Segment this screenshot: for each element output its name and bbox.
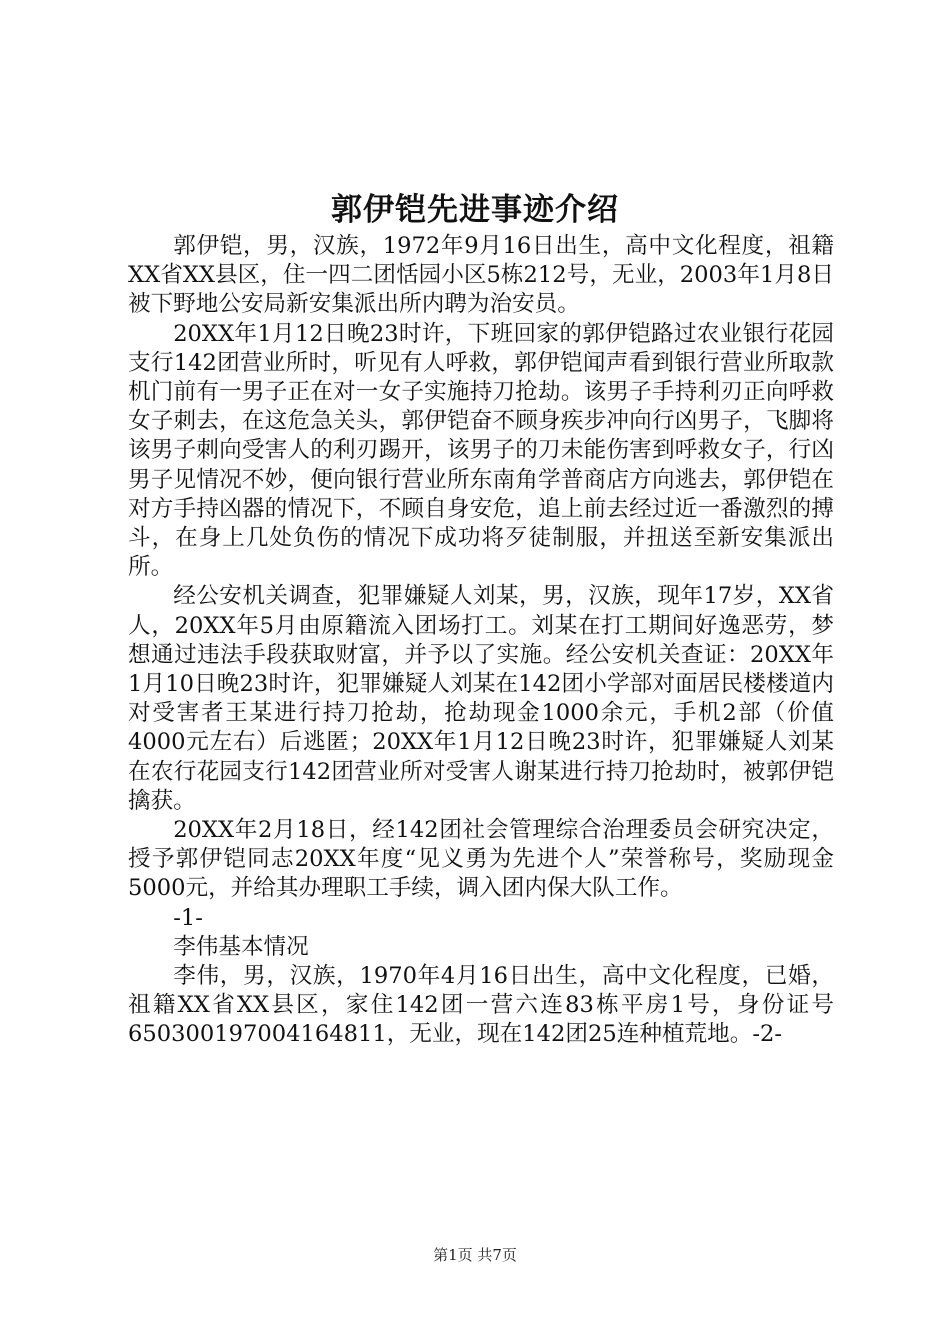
paragraph-investigation: 经公安机关调查，犯罪嫌疑人刘某，男，汉族，现年17岁，XX省人，20XX年5月由原籍流入团场打工。刘某在打工期间好逸恶劳，梦想通过违法手段获取财富，并予以了实施。经公安机关查证：20XX年1月10日晚23时许，犯罪嫌疑人刘某在142团小学部对面居民楼楼道内对受害者王某进行持刀抢劫，抢劫现金1000余元，手机2部（价值4000元左右）后逃匿；20XX年1月12日晚23时许，犯罪嫌疑人刘某在农行花园支行142团营业所对受害人谢某进行持刀抢劫时，被郭伊铠擒获。 [128, 583, 834, 814]
paragraph-incident: 20XX年1月12日晚23时许，下班回家的郭伊铠路过农业银行花园支行142团营业所时，听见有人呼救，郭伊铠闻声看到银行营业所取款机门前有一男子正在对一女子实施持刀抢劫。该男子手持利刃正向呼救女子刺去，在这危急关头，郭伊铠奋不顾身疾步冲向行凶男子，飞脚将该男子刺向受害人的利刃踢开，该男子的刀未能伤害到呼救女子，行凶男子见情况不妙，便向银行营业所东南角学普商店方向逃去，郭伊铠在对方手持凶器的情况下，不顾自身安危，追上前去经过近一番激烈的搏斗，在身上几处负伤的情况下成功将歹徒制服，并扭送至新安集派出所。 [128, 320, 834, 581]
paragraph-award: 20XX年2月18日，经142团社会管理综合治理委员会研究决定，授予郭伊铠同志20XX年度“见义勇为先进个人”荣誉称号，奖励现金5000元，并给其办理职工手续，调入团内保大队工作。 [128, 817, 834, 902]
page-marker-1: -1- [173, 904, 203, 931]
document-title: 郭伊铠先进事迹介绍 [331, 192, 619, 228]
paragraph-li-wei: 李伟，男，汉族，1970年4月16日出生，高中文化程度，已婚，祖籍XX省XX县区，家住142团一营六连83栋平房1号，身份证号650300197004164811，无业，现在142团25连种植荒地。-2- [128, 963, 834, 1048]
paragraph-intro: 郭伊铠，男，汉族，1972年9月16日出生，高中文化程度，祖籍XX省XX县区，住一四二团恬园小区5栋212号，无业，2003年1月8日被下野地公安局新安集派出所内聘为治安员。 [128, 233, 834, 318]
section-heading-li-wei: 李伟基本情况 [173, 933, 309, 960]
page-footer: 第1页 共7页 [433, 1246, 517, 1264]
document-body [128, 232, 834, 1050]
